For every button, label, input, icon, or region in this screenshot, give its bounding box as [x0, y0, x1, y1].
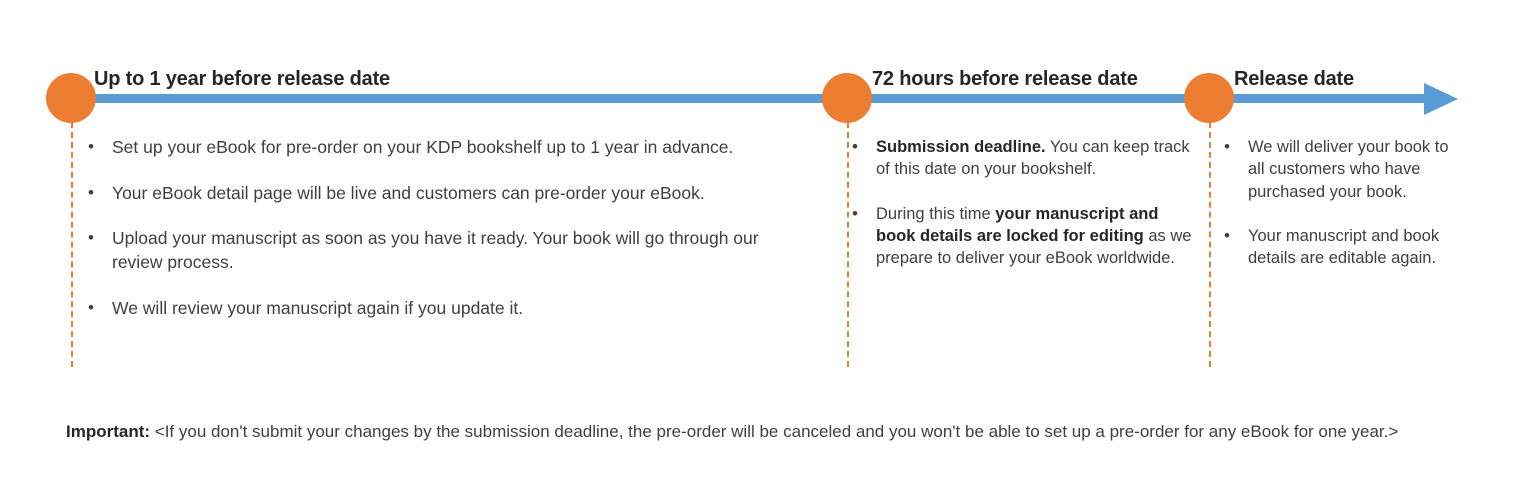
milestone-heading-1: 72 hours before release date: [872, 68, 1138, 90]
bullet-icon: •: [1224, 137, 1230, 156]
milestone-heading-0: Up to 1 year before release date: [94, 68, 390, 90]
list-item-rest: as we prepare to deliver your eBook worldwide.: [876, 226, 1192, 268]
list-item-rest: You can keep track of this date on your bookshelf.: [876, 138, 1190, 179]
milestone-node-2: [1184, 73, 1234, 123]
milestone-node-0: [46, 73, 96, 123]
milestone-heading-2: Release date: [1234, 68, 1354, 90]
milestone-connector-1: [847, 122, 849, 367]
bullet-icon: •: [1224, 225, 1230, 245]
list-item: [88, 227, 798, 274]
bullet-icon: •: [852, 203, 858, 223]
milestone-bullets-0: [88, 136, 798, 342]
list-item-emphasis: your manuscript and book details are locked for editing: [876, 204, 1159, 245]
bullet-icon: •: [852, 137, 858, 156]
list-item-text: [876, 203, 1197, 270]
list-item-text: We will review your manuscript again if you update it.: [112, 297, 524, 318]
milestone-connector-0: [71, 122, 73, 367]
list-item: [1224, 225, 1454, 270]
list-item: [88, 136, 798, 160]
bullet-icon: •: [88, 182, 94, 202]
list-item-prefix: During this time: [876, 204, 996, 223]
timeline-arrow-icon: [1424, 83, 1458, 115]
important-note-text: <If you don't submit your changes by the submission deadline, the pre-order will be canceled and you won't be able to set up a pre-order for any eBook for one year.>: [150, 422, 1399, 441]
important-note: [66, 420, 1456, 445]
list-item: [88, 182, 798, 206]
milestone-node-1: [822, 73, 872, 123]
milestone-connector-2: [1209, 122, 1211, 367]
list-item-text: Set up your eBook for pre-order on your KDP bookshelf up to 1 year in advance.: [112, 137, 734, 157]
list-item-text: Your eBook detail page will be live and customers can pre-order your eBook.: [112, 182, 705, 203]
list-item-text: Your manuscript and book details are editable again.: [1248, 226, 1440, 268]
list-item: [852, 136, 1197, 181]
bullet-icon: •: [88, 228, 94, 248]
milestone-bullets-1: [852, 136, 1197, 291]
list-item-emphasis: Submission deadline.: [876, 138, 1046, 156]
milestone-bullets-2: [1224, 136, 1454, 291]
list-item: [88, 297, 798, 321]
list-item: [852, 203, 1197, 270]
list-item: [1224, 136, 1454, 203]
list-item-text: We will deliver your book to all customers who have purchased your book.: [1248, 138, 1449, 201]
bullet-icon: •: [88, 137, 94, 156]
list-item-text: [876, 136, 1197, 181]
important-note-label: Important:: [66, 422, 151, 441]
bullet-icon: •: [88, 297, 94, 317]
list-item-text: Upload your manuscript as soon as you have it ready. Your book will go through our review process.: [112, 228, 759, 272]
